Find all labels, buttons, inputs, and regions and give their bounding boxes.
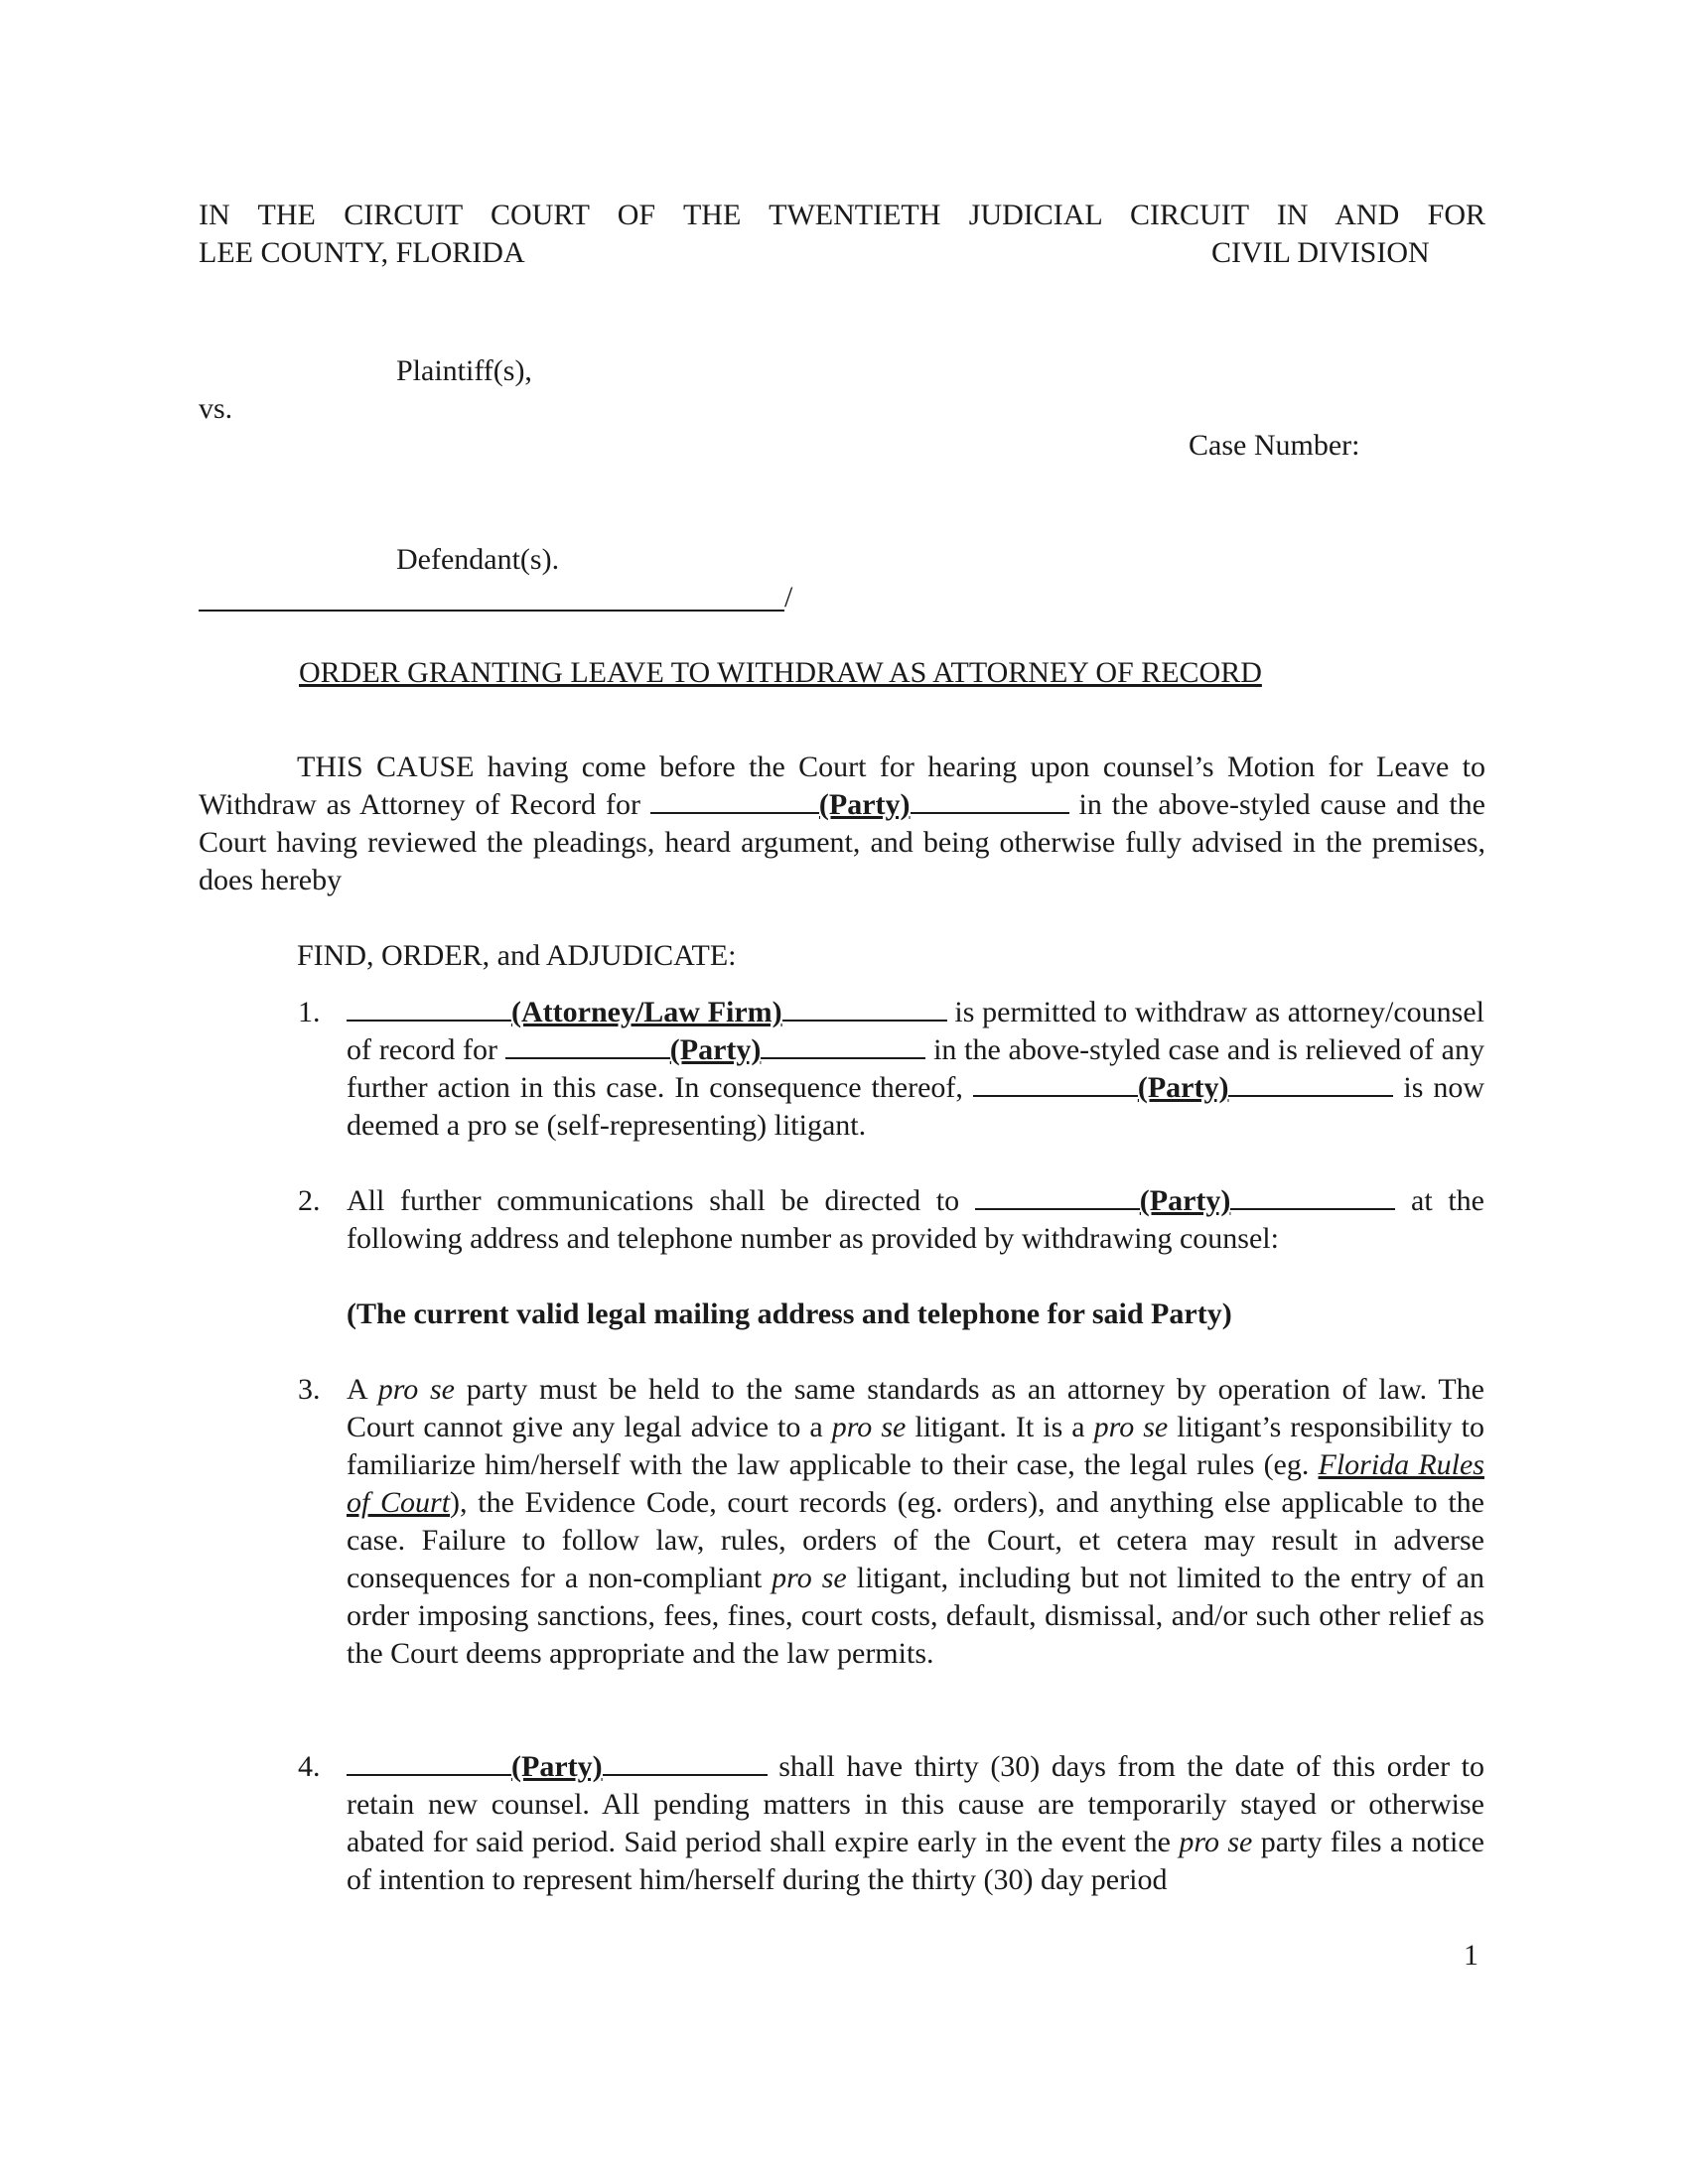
plaintiff-label: Plaintiff(s), — [396, 354, 532, 387]
blank-line — [911, 811, 1069, 814]
intro-text-1: THIS CAUSE having come before the Court for hearing upon counsel’s Motion for Leave to Withdraw as Attorney of Record for — [199, 751, 1485, 821]
item-1-text — [347, 994, 1484, 1145]
party-placeholder: (Party) — [669, 1033, 762, 1066]
caption-rule — [199, 610, 784, 612]
florida-rules-of-court: Florida Rules of Court — [347, 1448, 1484, 1519]
attorney-placeholder: (Attorney/Law Firm) — [511, 996, 782, 1028]
find-order-heading: FIND, ORDER, and ADJUDICATE: — [297, 939, 737, 972]
item-3-text-e: ), the Evidence Code, court records (eg. orders), and anything else applicable to the case. Failure to follow law, rules, orders of the Court, et cetera may result in adverse consequences for a non-compliant — [347, 1486, 1484, 1594]
address-note: (The current valid legal mailing address and telephone for said Party) — [347, 1297, 1232, 1330]
blank-line — [650, 811, 819, 814]
page-number: 1 — [1464, 1939, 1478, 1972]
blank-line — [347, 1019, 511, 1022]
pro-se-term: pro se — [772, 1562, 847, 1594]
pro-se-term: pro se — [831, 1411, 907, 1443]
party-placeholder: (Party) — [818, 788, 911, 821]
item-4-text-a: shall have thirty (30) days from the date of this order to retain new counsel. All pending matters in this cause are temporarily stayed or otherwise abated for said period. Said period shall expire early in the event the — [347, 1750, 1484, 1858]
item-number-3: 3. — [298, 1373, 321, 1406]
party-placeholder: (Party) — [511, 1750, 603, 1783]
item-2-text — [347, 1182, 1484, 1258]
item-3-text-d: litigant’s responsibility to familiarize him/herself with the law applicable to their case, the legal rules (eg. — [347, 1411, 1484, 1481]
item-2-text-1: All further communications shall be directed to — [347, 1184, 975, 1217]
pro-se-term: pro se — [377, 1373, 455, 1406]
item-number-2: 2. — [298, 1184, 321, 1217]
blank-line — [782, 1019, 947, 1022]
item-2-text-2: at the following address and telephone number as provided by withdrawing counsel: — [347, 1184, 1485, 1255]
pro-se-term: pro se — [1179, 1826, 1253, 1858]
item-1-text-2: in the above-styled case and is relieved of any further action in this case. In consequence thereof, — [347, 1033, 1484, 1104]
item-1-text-1: is permitted to withdraw as attorney/counsel of record for — [347, 996, 1484, 1066]
defendant-label: Defendant(s). — [396, 543, 560, 576]
item-3-text-c: litigant. It is a — [906, 1411, 1094, 1443]
blank-line — [1230, 1207, 1395, 1210]
blank-line — [505, 1056, 670, 1059]
item-4-text — [347, 1748, 1484, 1899]
blank-line — [347, 1773, 511, 1776]
party-placeholder: (Party) — [1139, 1184, 1231, 1217]
case-number-label: Case Number: — [1189, 429, 1360, 462]
item-3-text-f: litigant, including but not limited to the entry of an order imposing sanctions, fees, fines, court costs, default, dismissal, and/or such other relief as the Court deems appropriate and the law permits. — [347, 1562, 1485, 1670]
item-number-4: 4. — [298, 1750, 321, 1783]
order-title: ORDER GRANTING LEAVE TO WITHDRAW AS ATTORNEY OF RECORD — [299, 656, 1262, 689]
item-3-text-a: A — [347, 1373, 378, 1406]
court-heading-line1: IN THE CIRCUIT COURT OF THE TWENTIETH JUDICIAL CIRCUIT IN AND FOR — [199, 199, 1485, 231]
blank-line — [603, 1773, 768, 1776]
county-label: LEE COUNTY, FLORIDA — [199, 236, 525, 269]
party-placeholder: (Party) — [1137, 1071, 1229, 1104]
item-4-text-b: party files a notice of intention to represent him/herself during the thirty (30) day period — [347, 1826, 1484, 1896]
caption-slash: / — [784, 581, 793, 614]
intro-text-2: in the above-styled cause and the Court having reviewed the pleadings, heard argument, and being otherwise fully advised in the premises, does hereby — [199, 788, 1485, 896]
item-3-text — [347, 1371, 1484, 1673]
blank-line — [975, 1207, 1140, 1210]
versus-label: vs. — [199, 392, 233, 425]
blank-line — [1228, 1094, 1393, 1097]
item-1-text-3: is now deemed a pro se (self-representing) litigant. — [347, 1071, 1484, 1142]
intro-paragraph — [199, 749, 1485, 899]
pro-se-term: pro se — [1093, 1411, 1169, 1443]
blank-line — [973, 1094, 1138, 1097]
blank-line — [761, 1056, 925, 1059]
item-number-1: 1. — [298, 996, 321, 1028]
division-label: CIVIL DIVISION — [1211, 236, 1430, 269]
item-3-text-b: party must be held to the same standards as an attorney by operation of law. The Court cannot give any legal advice to a — [347, 1373, 1484, 1443]
